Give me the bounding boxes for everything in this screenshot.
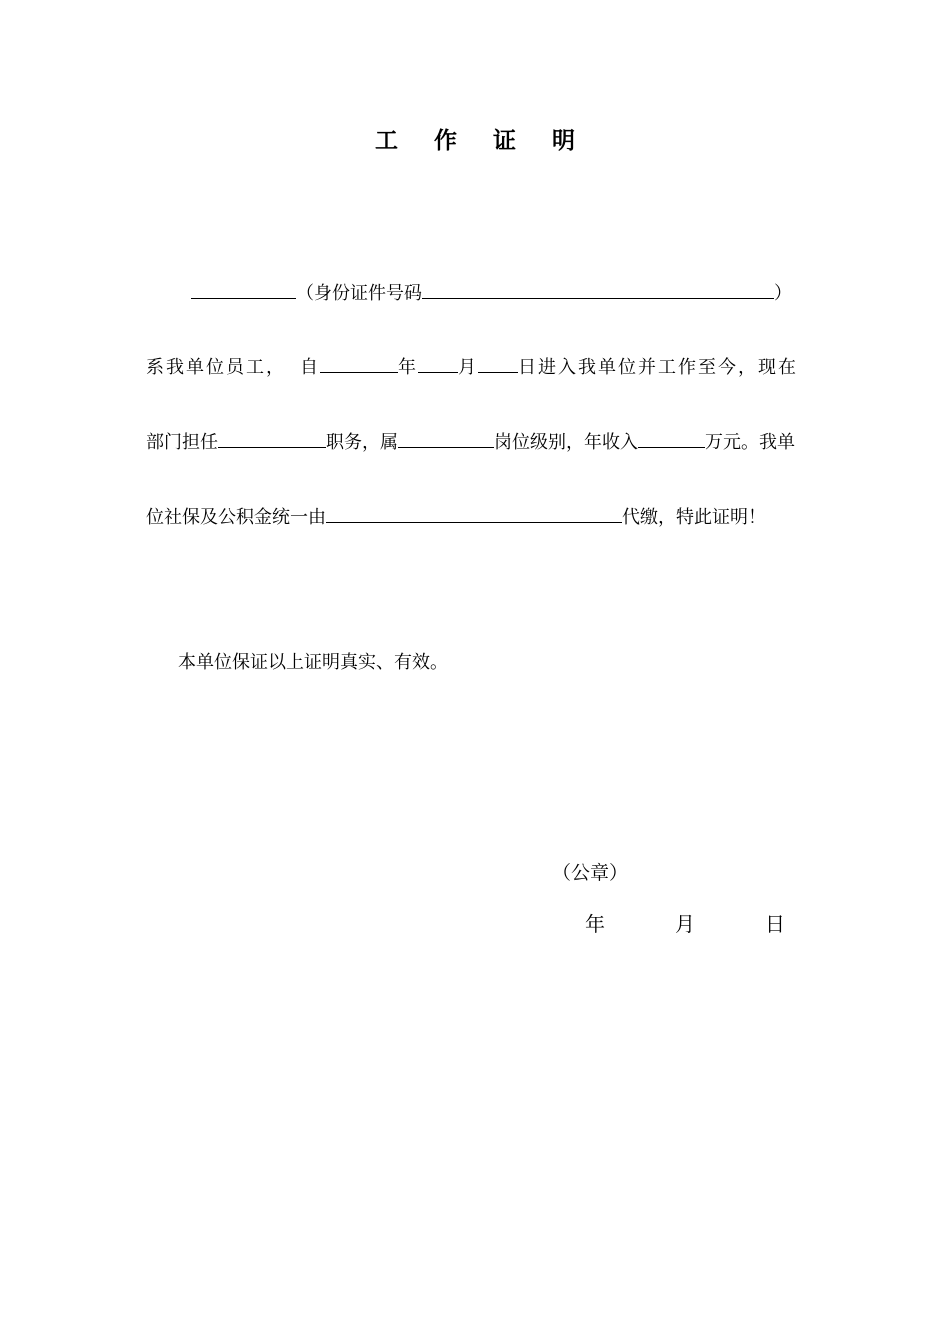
line-position-income [146, 427, 795, 453]
social-security-text: 位社保及公积金统一由 [146, 507, 326, 528]
start-day-blank[interactable] [478, 352, 518, 373]
duty-text: 职务，属 [326, 432, 398, 453]
from-text: 自 [300, 357, 320, 378]
id-number-blank[interactable] [422, 278, 774, 299]
date-month: 月 [675, 912, 695, 936]
date-day: 日 [765, 912, 785, 936]
department-text: 部门担任 [146, 432, 218, 453]
name-blank[interactable] [191, 278, 296, 299]
line-social-security [146, 502, 766, 528]
month-text: 月 [458, 357, 478, 378]
position-blank[interactable] [218, 427, 326, 448]
level-blank[interactable] [398, 427, 494, 448]
official-seal-label: （公章） [552, 862, 629, 884]
certify-text: 代缴，特此证明！ [622, 507, 766, 528]
year-text: 年 [398, 357, 418, 378]
guarantee-statement: 本单位保证以上证明真实、有效。 [178, 652, 448, 673]
start-month-blank[interactable] [418, 352, 458, 373]
id-label-open: （身份证件号码 [296, 283, 422, 304]
start-year-blank[interactable] [320, 352, 398, 373]
join-text: 日进入我单位并工作至今，现在 [518, 357, 798, 378]
level-text: 岗位级别，年收入 [494, 432, 638, 453]
income-blank[interactable] [638, 427, 705, 448]
document-title: 工 作 证 明 [374, 128, 590, 154]
line-employment-date [146, 352, 798, 378]
employee-text: 系我单位员工， [146, 357, 286, 378]
id-label-close: ） [774, 283, 792, 304]
date-year: 年 [585, 912, 605, 936]
unit-text: 万元。我单 [705, 432, 795, 453]
line-name-id [191, 278, 792, 304]
payer-blank[interactable] [326, 502, 622, 523]
